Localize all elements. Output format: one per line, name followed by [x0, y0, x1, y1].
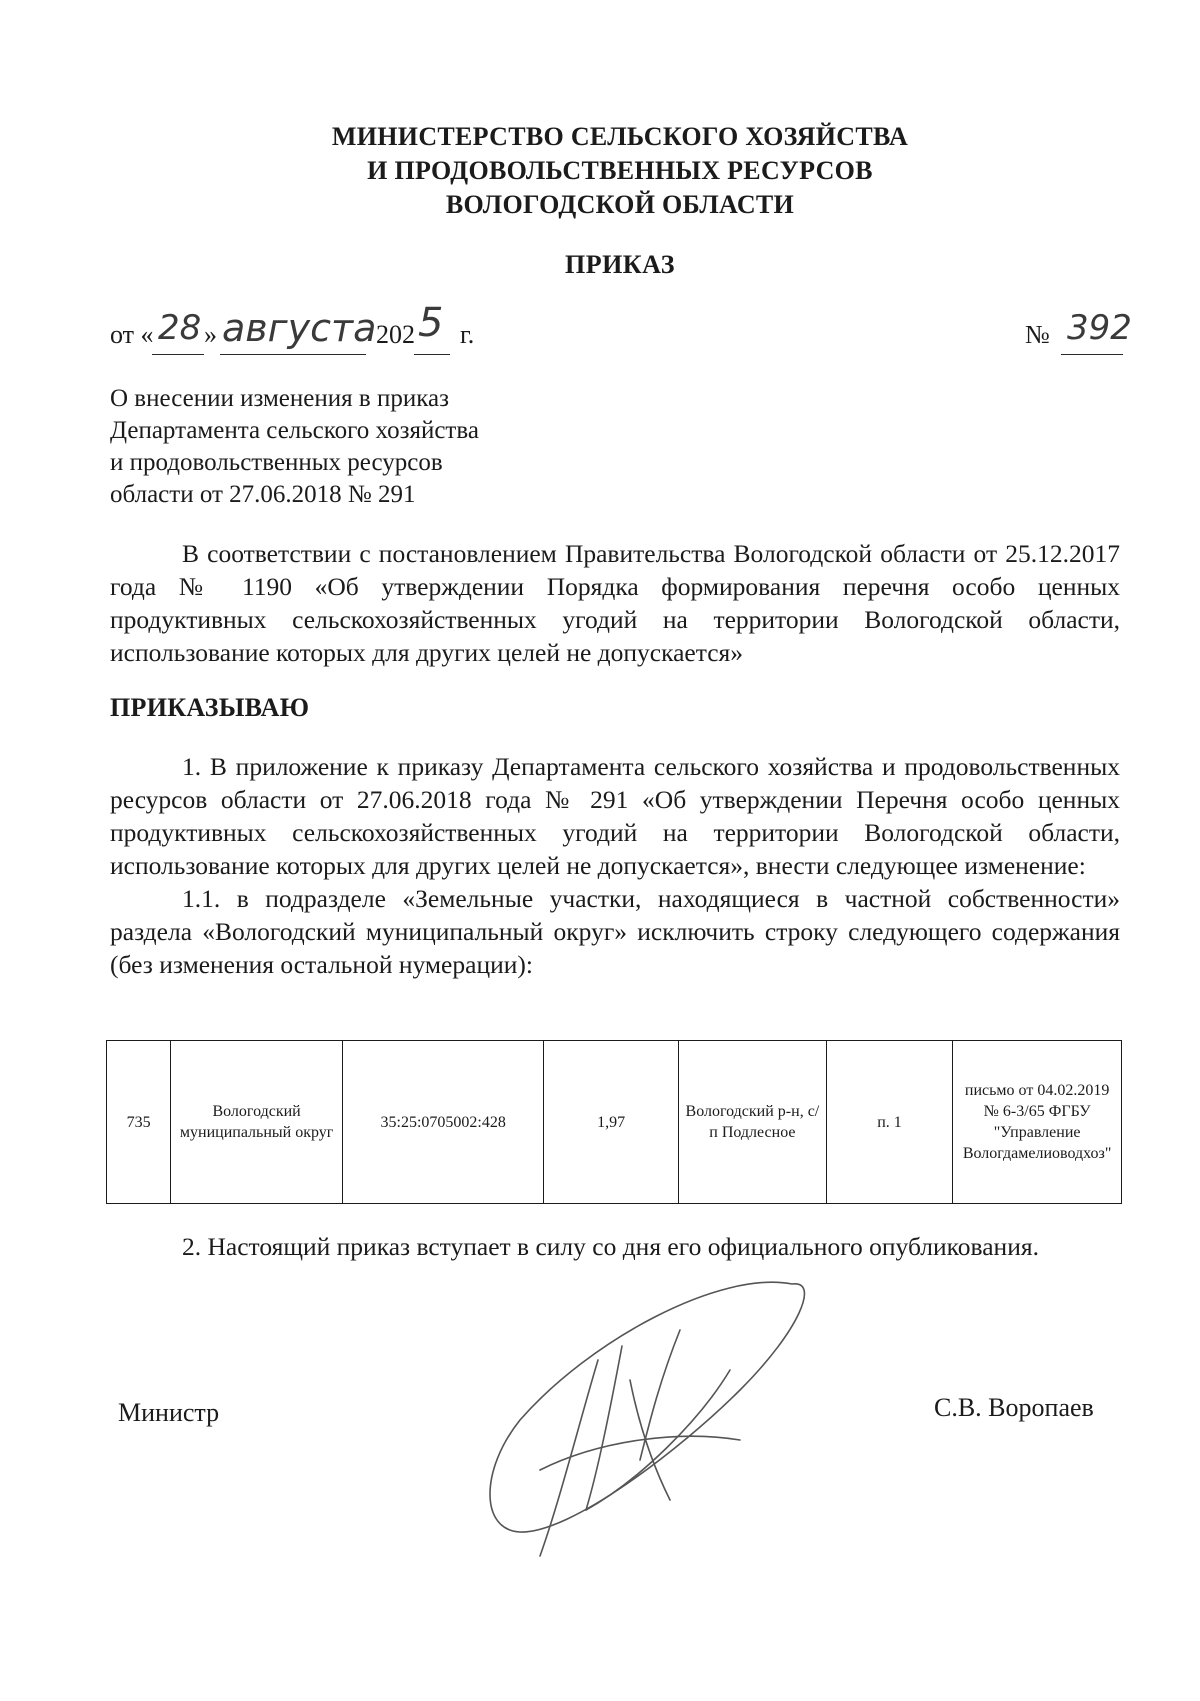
cell-area: 1,97 [544, 1041, 679, 1204]
month-underline [220, 354, 366, 355]
ministry-line-3: ВОЛОГОДСКОЙ ОБЛАСТИ [445, 190, 795, 219]
number-value: 392 [1067, 308, 1132, 348]
date-year-prefix: 202 [376, 320, 415, 349]
cell-basis: письмо от 04.02.2019 № 6-3/65 ФГБУ "Управление Вологдамелиоводхоз" [953, 1041, 1122, 1204]
item-1 [110, 750, 1120, 981]
date-g: г. [460, 320, 475, 349]
subject-line-1: О внесении изменения в приказ [110, 385, 449, 412]
ministry-header [0, 120, 1200, 222]
signer-title: Министр [118, 1398, 220, 1427]
number-sign: № [1025, 320, 1050, 349]
date-month: августа [222, 306, 377, 350]
ministry-line-2: И ПРОДОВОЛЬСТВЕННЫХ РЕСУРСОВ [367, 156, 873, 185]
preamble [110, 537, 1120, 669]
item-1-1-text: 1.1. в подразделе «Земельные участки, находящиеся в частной собственности» раздела «Вологодский муниципальный округ» исключить строку следующего содержания (без изменения остальной нумерации): [110, 884, 1120, 979]
item-2-text: 2. Настоящий приказ вступает в силу со дня его официального опубликования. [182, 1232, 1039, 1261]
order-subject [110, 383, 570, 511]
date-year-suffix: 5 [418, 300, 444, 346]
date-day: 28 [158, 308, 202, 348]
handwritten-signature-icon [480, 1270, 840, 1570]
subject-line-3: и продовольственных ресурсов [110, 449, 443, 476]
date-close-quote: » [204, 320, 217, 349]
document-type: ПРИКАЗ [564, 250, 676, 279]
item-2 [110, 1230, 1120, 1263]
cell-location: Вологодский р-н, с/п Подлесное [679, 1041, 827, 1204]
table-row [107, 1041, 1122, 1204]
cell-cadastral: 35:25:0705002:428 [342, 1041, 543, 1204]
order-word: ПРИКАЗЫВАЮ [110, 693, 310, 722]
date-prefix: от « [110, 320, 154, 349]
order-number [1025, 300, 1145, 360]
item-1-text: 1. В приложение к приказу Департамента сельского хозяйства и продовольственных ресурсов области от 27.06.2018 года № 291 «Об утверждении Перечня особо ценных продуктивных сельскохозяйственных угодий на территории Вологодской области, использование которых для других целей не допускается», внести следующее изменение: [110, 752, 1120, 880]
ministry-line-1: МИНИСТЕРСТВО СЕЛЬСКОГО ХОЗЯЙСТВА [331, 122, 909, 151]
signer-name: С.В. Воропаев [934, 1393, 1094, 1422]
preamble-text: В соответствии с постановлением Правительства Вологодской области от 25.12.2017 года № 1190 «Об утверждении Порядка формирования перечня особо ценных продуктивных сельскохозяйственных угодий на территории Вологодской области, использование которых для других целей не допускается» [110, 539, 1120, 667]
cell-criterion: п. 1 [826, 1041, 952, 1204]
day-underline [152, 354, 204, 355]
cell-number: 735 [107, 1041, 171, 1204]
number-underline [1061, 354, 1123, 355]
cell-district: Вологодский муниципальный округ [171, 1041, 343, 1204]
subject-line-2: Департамента сельского хозяйства [110, 417, 479, 444]
subject-line-4: области от 27.06.2018 № 291 [110, 481, 416, 508]
order-date [110, 300, 530, 360]
year-underline [414, 354, 450, 355]
excluded-row-table [106, 1040, 1122, 1204]
